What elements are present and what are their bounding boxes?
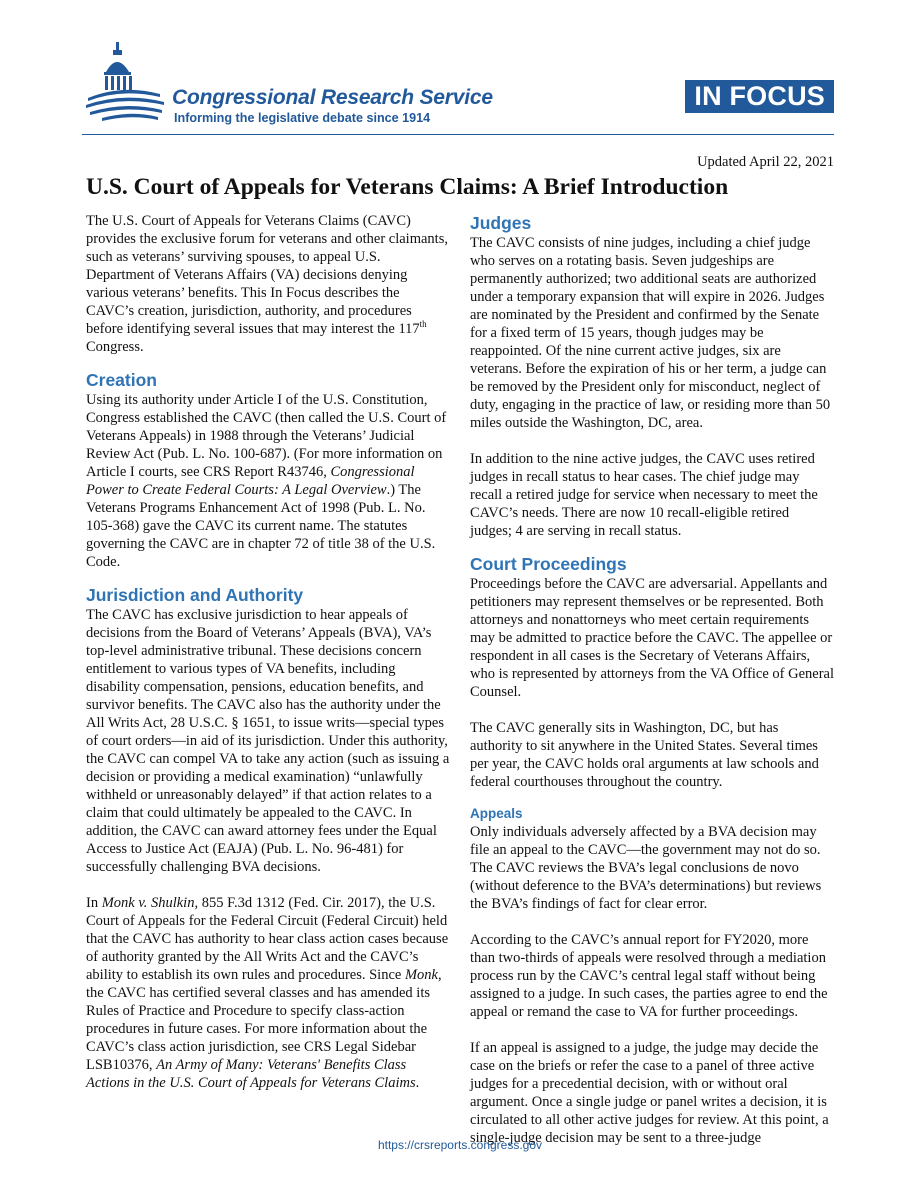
judges-paragraph-1: The CAVC consists of nine judges, including a chief judge who serves on a rotating basis. Seven judgeships are permanently authorized; two additional seats are authorized under a temporary expansion that will expire in 2026. Judges are nominated by the President and confirmed by the Senate for a fixed term of 15 years, though judges may be reappointed. Of the nine current active judges, six are veterans. Before the expiration of his or her term, a judge can be removed by the President only for misconduct, neglect of duty, engaging in the practice of law, or residing more than 50 miles outside the Washington, DC, area. xyxy=(470,235,831,431)
header-divider xyxy=(82,134,834,135)
section-heading-jurisdiction: Jurisdiction and Authority xyxy=(86,585,304,605)
org-tagline: Informing the legislative debate since 1914 xyxy=(174,111,431,125)
section-heading-creation: Creation xyxy=(86,370,157,390)
appeals-paragraph-3: If an appeal is assigned to a judge, the judge may decide the case on the briefs or refer the case to a panel of three active judges for a precedential decision, with or without oral argument. Once a single judge or panel writes a decision, it is circulated to all other active judges for review. At this point, a single-judge decision may be sent to a three-judge xyxy=(470,1040,829,1146)
right-column xyxy=(470,212,834,1147)
appeals-paragraph-1: Only individuals adversely affected by a BVA decision may file an appeal to the CAVC—the government may not do so. The CAVC reviews the BVA’s legal conclusions de novo (without deference to the BVA’s determinations) but reviews the BVA’s findings of fact for clear error. xyxy=(470,824,822,912)
intro-text: The U.S. Court of Appeals for Veterans Claims (CAVC) provides the exclusive forum for veterans and other claimants, such as veterans’ surviving spouses, to appeal U.S. Department of Veterans Affairs (VA) decisions denying various veterans’ benefits. This In Focus describes the CAVC’s creation, jurisdiction, authority, and procedures before identifying several issues that may interest the 117 xyxy=(86,213,448,337)
intro-superscript: th xyxy=(419,319,427,330)
left-column xyxy=(86,212,450,1092)
intro-paragraph xyxy=(86,212,450,356)
judges-paragraph-2: In addition to the nine active judges, the CAVC uses retired judges in recall status to hear cases. The chief judge may recall a retired judge for service when necessary to meet the CAVC’s needs. There are now 10 recall-eligible retired judges; 4 are serving in recall status. xyxy=(470,451,818,539)
jurisdiction-paragraph-2 xyxy=(86,894,450,1092)
jur-p2-end: . xyxy=(415,1075,420,1091)
in-focus-badge: IN FOCUS xyxy=(685,80,834,113)
org-name: Congressional Research Service xyxy=(172,86,493,109)
jurisdiction-paragraph-1: The CAVC has exclusive jurisdiction to hear appeals of decisions from the Board of Veterans’ Appeals (BVA), VA’s top-level administrative tribunal. These decisions concern entitlement to various types of VA benefits, including disability compensation, pensions, education benefits, and survivor benefits. The CAVC also has the authority under the All Writs Act, 28 U.S.C. § 1651, to issue writs—special types of court orders—in aid of its jurisdiction. Under this authority, the CAVC can compel VA to take any action (such as issuing a decision or providing a medical examination) “unlawfully withheld or unreasonably delayed” if that action relates to a claim that could ultimately be appealed to the CAVC. In addition, the CAVC can award attorney fees under the Equal Access to Justice Act (EAJA) (Pub. L. No. 96-481) for successfully challenging BVA decisions. xyxy=(86,607,450,875)
page-title: U.S. Court of Appeals for Veterans Claims: A Brief Introduction xyxy=(86,174,729,200)
creation-text-a: Using its authority under Article I of the U.S. Constitution, Congress established the CAVC (then called the U.S. Court of Veterans Appeals) in 1988 through the Veterans’ Judicial Review Act (Pub. L. No. 100-687). (For more information on Article I courts, see CRS Report R43746, xyxy=(86,392,447,480)
section-heading-judges: Judges xyxy=(470,213,532,233)
jur-p2-mid: , 855 F.3d 1312 (Fed. Cir. 2017), the U.S. Court of Appeals for the Federal Circuit (Federal Circuit) held that the CAVC has authority to hear class action cases because of authority granted by the All Writs Act and the CAVC’s ability to establish its own rules and procedures. Since xyxy=(86,895,449,983)
capitol-dome-logo xyxy=(82,38,172,130)
proceedings-paragraph-2: The CAVC generally sits in Washington, DC, but has authority to sit anywhere in the United States. Several times per year, the CAVC holds oral arguments at law schools and federal courthouses throughout the country. xyxy=(470,720,819,790)
jur-p2-case: Monk v. Shulkin xyxy=(101,895,195,911)
footer-url-link[interactable]: https://crsreports.congress.gov xyxy=(377,1138,543,1152)
appeals-paragraph-2: According to the CAVC’s annual report for FY2020, more than two-thirds of appeals were resolved through a mediation process run by the CAVC’s central legal staff without being assigned to a judge. In such cases, the parties agree to end the appeal or remand the case to VA for further proceedings. xyxy=(470,932,828,1020)
creation-text-b: .) The Veterans Programs Enhancement Act of 1998 (Pub. L. No. 105-368) gave the CAVC its current name. The statutes governing the CAVC are in chapter 72 of title 38 of the U.S. Code. xyxy=(86,482,436,570)
jur-p2-pre: In xyxy=(86,895,102,911)
section-heading-court-proceedings: Court Proceedings xyxy=(470,554,627,574)
page-header xyxy=(82,38,834,134)
updated-date: Updated April 22, 2021 xyxy=(697,154,834,170)
proceedings-paragraph-1: Proceedings before the CAVC are adversarial. Appellants and petitioners may represent themselves or be represented. Both attorneys and nonattorneys who meet certain requirements may be admitted to practice before the CAVC. The appellee or respondent in all cases is the Secretary of Veterans Affairs, who is represented by attorneys from the VA Office of General Counsel. xyxy=(470,576,835,700)
creation-paragraph xyxy=(86,391,450,571)
jur-p2-citation: An Army of Many: Veterans' Benefits Class Actions in the U.S. Court of Appeals for Veterans Claims xyxy=(86,1057,416,1091)
intro-end: Congress. xyxy=(86,339,144,355)
org-logo-text xyxy=(172,86,493,126)
jur-p2-case2: Monk xyxy=(404,967,438,983)
jur-p2-post: , the CAVC has certified several classes and has amended its Rules of Practice and Procedure to specify class-action procedures in future cases. For more information about the CAVC’s class action jurisdiction, see CRS Legal Sidebar LSB10376, xyxy=(86,967,442,1073)
subheading-appeals: Appeals xyxy=(470,806,523,821)
creation-citation: Congressional Power to Create Federal Courts: A Legal Overview xyxy=(86,464,415,498)
